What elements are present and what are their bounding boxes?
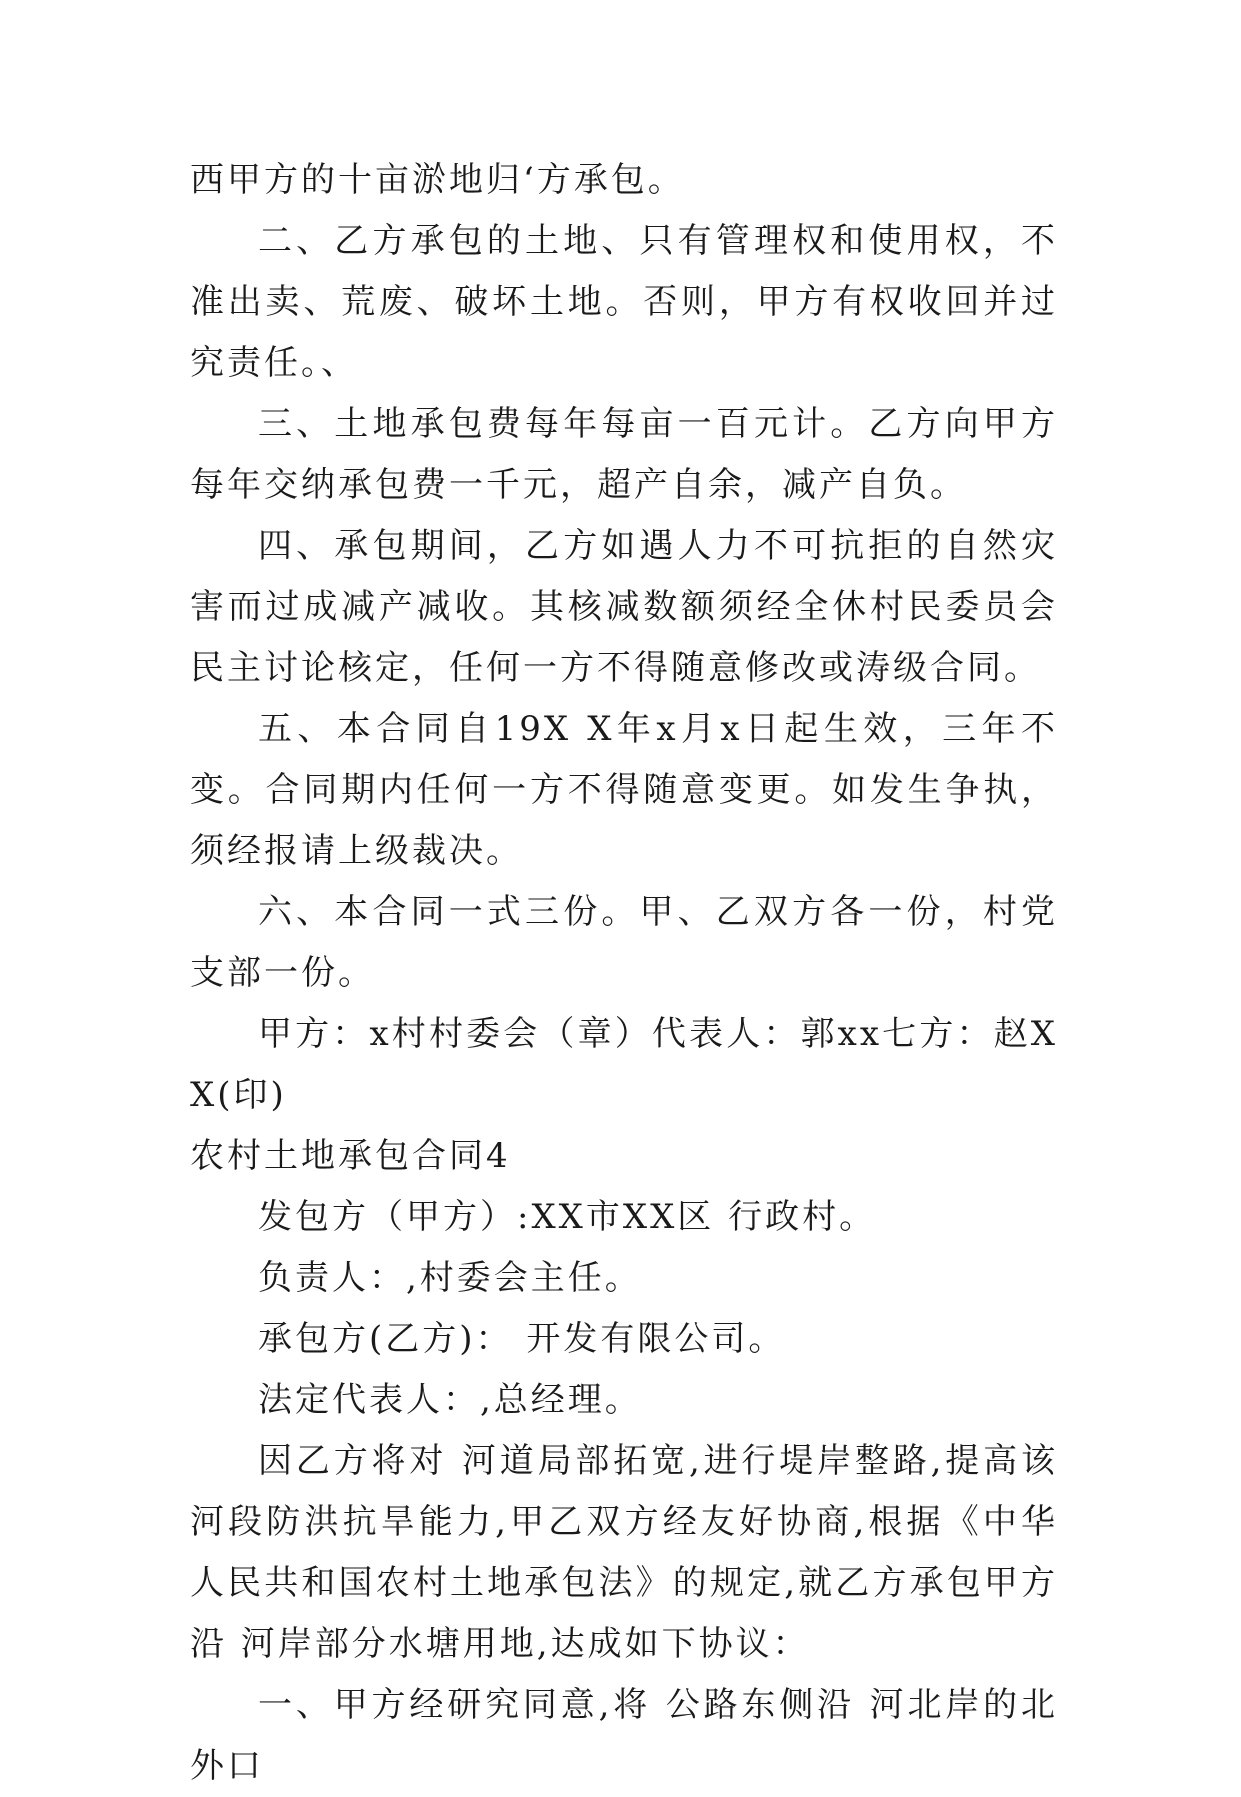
signature-line: 甲方：x村村委会（章）代表人：郭xx七方：赵XX(印) <box>190 1014 1058 1115</box>
party-b-line: 承包方(乙方)： 开发有限公司。 <box>258 1319 786 1359</box>
contract-title: 农村土地承包合同4 <box>190 1136 511 1176</box>
paragraph-clause-6: 六、本合同一式三份。甲、乙双方各一份，村党支部一份。 <box>190 892 1058 993</box>
document-body <box>190 150 1058 1797</box>
party-a-line: 发包方（甲方）:XX市XX区 行政村。 <box>258 1197 877 1237</box>
paragraph-continuation: 西甲方的十亩淤地归‘方承包。 <box>190 160 685 200</box>
paragraph-clause-3: 三、土地承包费每年每亩一百元计。乙方向甲方每年交纳承包费一千元，超产自余，减产自负。 <box>190 404 1058 505</box>
preamble-paragraph: 因乙方将对 河道局部拓宽,进行堤岸整路,提高该河段防洪抗旱能力,甲乙双方经友好协商,根据《中华人民共和国农村土地承包法》的规定,就乙方承包甲方沿 河岸部分水塘用地,达成如下协议： <box>190 1441 1058 1664</box>
responsible-person-line: 负责人：,村委会主任。 <box>258 1258 642 1298</box>
paragraph-clause-4: 四、承包期间，乙方如遇人力不可抗拒的自然灾害而过成减产减收。其核减数额须经全休村民委员会民主讨论核定，任何一方不得随意修改或涛级合同。 <box>190 526 1058 688</box>
legal-representative-line: 法定代表人：,总经理。 <box>258 1380 642 1420</box>
paragraph-clause-2: 二、乙方承包的土地、只有管理权和使用权，不准出卖、荒废、破坏土地。否则，甲方有权收回并过究责任。、 <box>190 221 1058 383</box>
paragraph-clause-1: 一、甲方经研究同意,将 公路东侧沿 河北岸的北外口 <box>190 1685 1058 1786</box>
paragraph-clause-5: 五、本合同自19X X年x月x日起生效，三年不变。合同期内任何一方不得随意变更。如发生争执，须经报请上级裁决。 <box>190 709 1058 871</box>
